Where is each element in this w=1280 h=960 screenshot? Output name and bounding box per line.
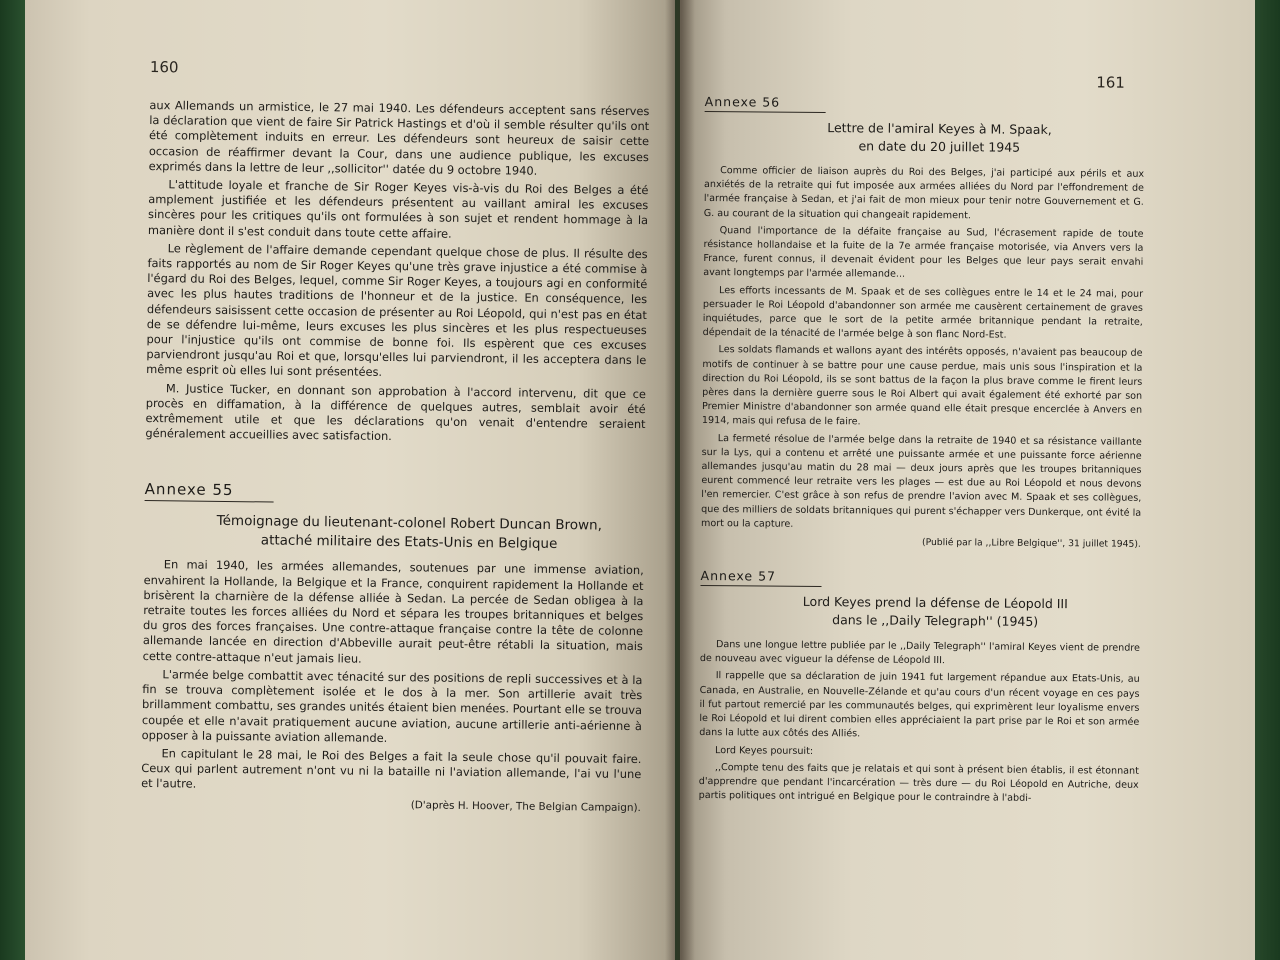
annexe-55-source: (D'après H. Hoover, The Belgian Campaign).: [410, 798, 641, 814]
annexe-56-title: [734, 118, 1144, 158]
annexe-56-title-line2: en date du 20 juillet 1945: [858, 138, 1021, 155]
left-text-column: [141, 58, 650, 814]
annexe-57-paragraph: ,,Compte tenu des faits que je relatais et qui sont à présent bien établis, il est étonnant d'apprendre que pendant l'incarcération — très dure — du Roi Léopold en Autriche, deux partis politiques ont intrigué en Belgique pour le contraindre à l'abdi-: [698, 761, 1139, 804]
annexe-57-paragraph: Lord Keyes poursuit:: [715, 744, 814, 757]
left-paragraph: Le règlement de l'affaire demande cependant quelque chose de plus. Il résulte des faits rapportés au nom de Sir Roger Keyes qu'une très grave injustice a été commise à l'égard du Roi des Belges, lequel, comme Sir Roger Keyes, a toujours agi en conformité avec les plus hautes traditions de l'honneur et de la justice. En conséquence, les défendeurs saisissent cette occasion de présenter au Roi Léopold, qui n'est pas en état de se défendre lui-même, leurs excuses les plus sincères et les plus respectueuses pour l'injustice qu'ils ont commise de bonne foi. Ils espèrent que ces excuses parviendront jusqu'au Roi et que, lorsqu'elles lui parviendront, il les acceptera dans le même esprit où elles lui sont présentées.: [146, 241, 648, 380]
book-gutter-shadow: [665, 0, 695, 960]
annexe-56-paragraph: Quand l'importance de la défaite française au Sud, l'écrasement rapide de toute résistance hollandaise et la fuite de la 7e armée française motorisée, via Anvers vers la France, furent connus, il devenait évident pour les Belges que leur pays serait envahi avant longtemps par l'armée allemande...: [703, 224, 1144, 281]
annexe-55-title: [174, 512, 644, 556]
annexe-56-paragraph: La fermeté résolue de l'armée belge dans la retraite de 1940 et sa résistance vaillante sur la Lys, qui a contenu et arrêté une puissante armée et une puissante force aérienne allemandes jusqu'au matin du 28 mai — deux jours après que les troupes britanniques eurent commencé leur retraite vers les plages — est due au Roi Léopold et nous devons l'en remercier. C'est grâce à son refus de prendre l'avion avec M. Spaak et ses collègues, que des milliers de soldats britanniques qui purent s'échapper vers Dunkerque, ont évité la mort ou la capture.: [700, 432, 1142, 530]
annexe-56-paragraph: Comme officier de liaison auprès du Roi des Belges, j'ai participé aux périls et aux anxiétés de la retraite qui fut imposée aux armées alliées du Nord par l'effondrement de l'armée française à Sedan, et j'ai fait de mon mieux pour tenir notre Gouvernement et G. G. au courant de la situation qui changeait rapidement.: [703, 165, 1145, 221]
annexe-56-label: Annexe 56: [705, 94, 827, 113]
left-paragraph: L'attitude loyale et franche de Sir Roger Keyes vis-à-vis du Roi des Belges a été amplement justifiée et les défendeurs présentent au vaillant amiral les excuses sincères pour les critiques qu'ils ont formulées à son sujet et rendent hommage à la manière dont il s'est conduit dans toute cette affaire.: [147, 177, 649, 241]
annexe-56-source: (Publié par la ,,Libre Belgique'', 31 juillet 1945).: [921, 536, 1141, 550]
left-paragraph: aux Allemands un armistice, le 27 mai 1940. Les défendeurs acceptent sans réserves la déclaration que vient de faire Sir Patrick Hastings et d'où il semble résulter qu'ils ont été complètement induits en erreur. Les défendeurs sont heureux de saisir cette occasion de réaffirmer devant la Cour, dans une audience publique, les excuses exprimés dans la lettre de leur ,,sollicitor'' datée du 9 octobre 1940.: [148, 97, 650, 178]
annexe-55-paragraph: En mai 1940, les armées allemandes, soutenues par une immense aviation, envahirent la Hollande, la Belgique et la France, conquirent rapidement la Hollande et brisèrent la charnière de la défense alliée à Sedan. La percée de Sedan obligea à la retraite toutes les forces alliées du Nord et sépara les troupes britanniques et belges du gros des forces françaises. Une contre-attaque française contre la tête de colonne allemande lancée en direction d'Abbeville aurait peut-être rétabli la situation, mais cette contre-attaque n'eut jamais lieu.: [142, 557, 644, 666]
right-page-number: 161: [1096, 73, 1125, 92]
right-page: [680, 0, 1255, 960]
annexe-57-title: [730, 592, 1140, 632]
annexe-55-label: Annexe 55: [145, 480, 274, 503]
annexe-57-label: Annexe 57: [700, 568, 822, 587]
annexe-56-paragraph: Les soldats flamands et wallons ayant des intérêts opposés, n'avaient pas beaucoup de motifs de continuer à se battre pour une cause perdue, mais unis sous l'inspiration et la direction du Roi Léopold, ils se sont battus de la façon la plus brave comme le firent leurs pères dans la dernière guerre sous le Roi Albert qui avait également été exhorté par son Premier Ministre d'abandonner son armée quand elle était presque encerclée à Anvers en 1914, mais qui refusa de le faire.: [701, 344, 1143, 428]
annexe-56-title-line1: Lettre de l'amiral Keyes à M. Spaak,: [827, 120, 1052, 138]
annexe-57-paragraph: Il rappelle que sa déclaration de juin 1941 fut largement répandue aux Etats-Unis, au Canada, en Australie, en Nouvelle-Zélande et qu'au cours d'un récent voyage en ces pays il fut partout remercié par les communautés belges, qui exprimèrent leur loyalisme envers le Roi Léopold et lui dirent combien elles appréciaient la part prise par le Roi et son armée dans la lutte aux côtés des Alliés.: [699, 670, 1140, 740]
right-text-column: [699, 70, 1145, 810]
annexe-55-title-line1: Témoignage du lieutenant-colonel Robert Duncan Brown,: [216, 513, 603, 535]
annexe-57-title-line2: dans le ,,Daily Telegraph'' (1945): [832, 612, 1039, 630]
annexe-55-paragraph: En capitulant le 28 mai, le Roi des Belges a fait la seule chose qu'il pouvait faire. Ceux qui parlent autrement n'ont vu ni la bataille ni l'aviation allemande, l'ai vu l'une et l'autre.: [141, 746, 642, 791]
annexe-55-paragraph: L'armée belge combattit avec ténacité sur des positions de repli successives et à la fin se trouva complètement isolée et le dos à la mer. Son artillerie avait très brillamment combattu, ses grandes unités étaient bien menées. Pourtant elle se trouva coupée et elle n'avait pratiquement aucune aviation, aucune artillerie anti-aérienne à opposer à la puissante aviation allemande.: [141, 667, 643, 745]
annexe-55-title-line2: attaché militaire des Etats-Unis en Belgique: [260, 532, 558, 553]
annexe-56-paragraph: Les efforts incessants de M. Spaak et de ses collègues entre le 14 et le 24 mai, pour persuader le Roi Léopold d'abandonner son armée me causèrent certainement de graves inquiétudes, parce que le sort de la petite armée britannique pendant la retraite, dépendait de la ténacité de l'armée belge à son flanc Nord-Est.: [702, 284, 1144, 341]
annexe-57-title-line1: Lord Keyes prend la défense de Léopold III: [802, 593, 1068, 612]
left-paragraph: M. Justice Tucker, en donnant son approbation à l'accord intervenu, dit que ce procès en diffamation, à la différence de quelques autres, semblait avoir été extrêmement utile et que les déclarations qu'on venait d'entendre seraient généralement accueillies avec satisfaction.: [145, 380, 647, 444]
left-page-number: 160: [149, 58, 179, 77]
annexe-57-paragraph: Dans une longue lettre publiée par le ,,Daily Telegraph'' l'amiral Keyes vient de prendre de nouveau avec vigueur la défense de Léopold III.: [699, 639, 1141, 667]
left-page: [25, 0, 675, 960]
